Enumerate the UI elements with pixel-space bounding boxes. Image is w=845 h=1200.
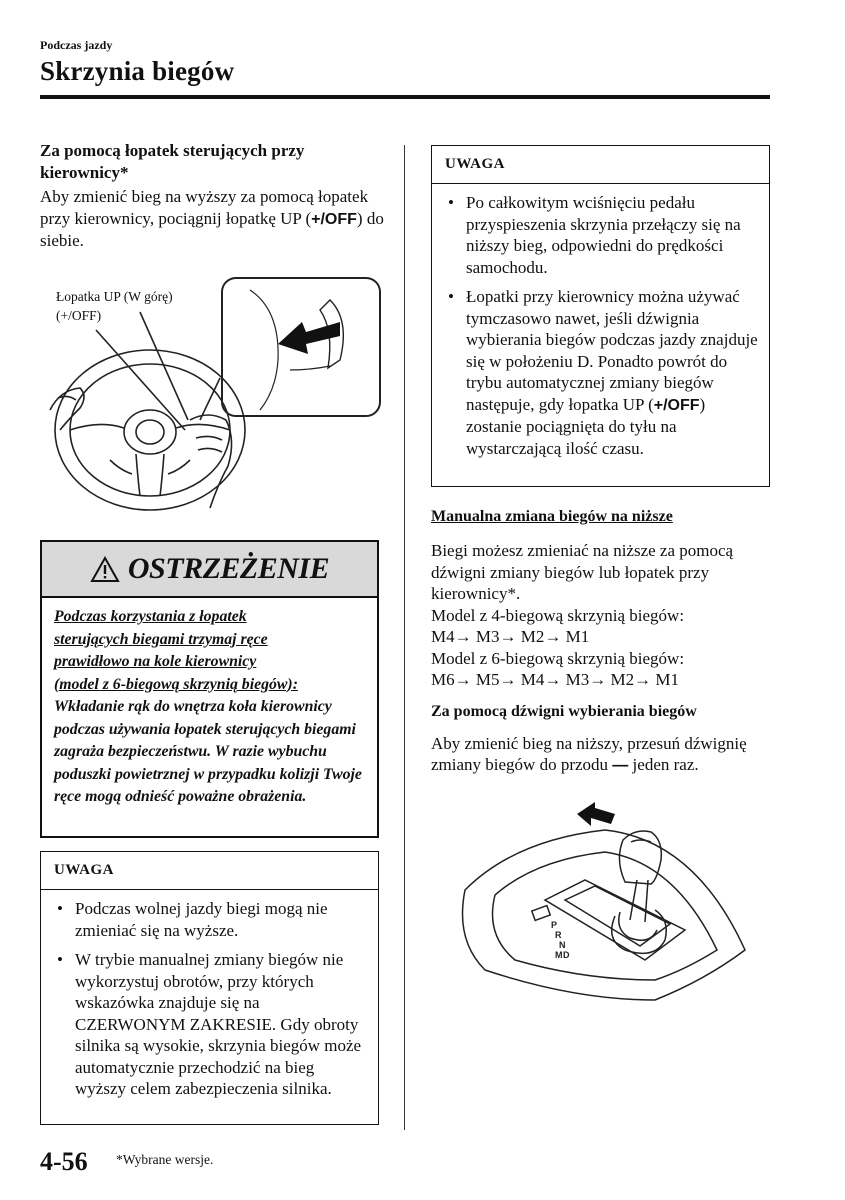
warning-header (42, 542, 377, 598)
left-column (40, 140, 385, 252)
note-box-right (431, 145, 770, 487)
lever-paragraph (431, 733, 771, 777)
pull-arrow-icon (278, 322, 340, 354)
gate-label-m: M (555, 950, 563, 960)
note-list (432, 184, 769, 459)
paddle-heading: Za pomocą łopatek sterujących przy kierownicy* (40, 141, 305, 182)
gate-label-n: N (559, 940, 566, 950)
steering-wheel-illustration (40, 270, 385, 520)
gear-lever-illustration (455, 800, 755, 1010)
note-item-end: ) zostanie pociągnięta do tyłu na wystarczającą ilość czasu. (466, 394, 706, 458)
warning-underlined-line: prawidłowo na kole kierownicy (54, 653, 257, 670)
callout-line: (+/OFF) (56, 308, 102, 323)
model-6-label: Model z 6-biegową skrzynią biegów: (431, 648, 685, 668)
note-item: • Po całkowitym wciśnięciu pedału przyspieszenia skrzynia przełączy się na niższy bieg, odpowiedni do prędkości samochodu. (444, 192, 759, 278)
warning-body (42, 598, 377, 809)
warning-text: Wkładanie rąk do wnętrza koła kierownicy podczas używania łopatek sterujących biegami zagraża bezpieczeństwu. W razie wybuchu poduszki powietrznej w przypadku kolizji Twoje ręce mogą odnieść poważne obrażenia. (54, 698, 362, 805)
gate-label-r: R (555, 930, 562, 940)
forward-arrow-icon (577, 802, 615, 826)
plus-off-badge: +/OFF (653, 396, 700, 414)
paddle-paragraph-end: ) do siebie. (40, 208, 384, 250)
plus-off-badge: +/OFF (311, 210, 357, 228)
note-list (41, 890, 378, 1100)
warning-underlined-line: Podczas korzystania z łopatek (54, 608, 247, 625)
title-rule (40, 95, 770, 99)
note-item (444, 286, 759, 459)
paddle-paragraph (40, 186, 385, 252)
lever-paragraph-text: Aby zmienić bieg na niższy, przesuń dźwignię zmiany biegów do przodu (431, 733, 747, 774)
column-divider (404, 145, 405, 1130)
manual-heading: Manualna zmiana biegów na niższe (431, 508, 673, 525)
manual-section (431, 506, 771, 777)
note-item-text: Łopatki przy kierownicy można używać tymczasowo nawet, jeśli dźwignia wybierania biegów podczas jazdy znajduje się w położeniu D. Ponadto powrót do trybu automatycznej zmiany biegów następuje, gdy łopatka UP ( (466, 287, 758, 414)
note-heading: UWAGA (432, 146, 769, 184)
manual-paragraph: Biegi możesz zmieniać na niższe za pomocą dźwigni zmiany biegów lub łopatek przy kierownicy*. (431, 541, 734, 603)
note-box-left (40, 851, 379, 1125)
gate-label-p: P (551, 920, 558, 930)
warning-underlined-line: (model z 6-biegową skrzynią biegów): (54, 675, 298, 693)
paddle-paragraph-text: Aby zmienić bieg na wyższy za pomocą łopatek przy kierownicy, pociągnij łopatkę UP ( (40, 187, 369, 228)
warning-triangle-icon (90, 556, 120, 583)
section-label: Podczas jazdy (40, 38, 113, 52)
warning-title: OSTRZEŻENIE (127, 552, 330, 585)
footnote: *Wybrane wersje. (116, 1152, 214, 1167)
model-4-label: Model z 4-biegową skrzynią biegów: (431, 605, 685, 625)
note-item: • Podczas wolnej jazdy biegi mogą nie zmieniać się na wyższe. (53, 898, 368, 941)
warning-underlined-line: sterujących biegami trzymaj ręce (54, 630, 268, 648)
note-heading: UWAGA (41, 852, 378, 890)
page-title: Skrzynia biegów (40, 56, 235, 86)
warning-box (40, 540, 379, 838)
callout-line: Łopatka UP (W górę) (56, 289, 173, 304)
note-item: • W trybie manualnej zmiany biegów nie wykorzystuj obrotów, przy których wskazówka znajduje się na CZERWONYM ZAKRESIE. Gdy obroty silnika są wysokie, skrzynia biegów może automatycznie przechodzić na bieg wyższy celem zabezpieczenia silnika. (53, 949, 368, 1100)
model-4-sequence: M4→ M3→ M2→ M1 (431, 627, 590, 646)
lever-paragraph-end: jeden raz. (628, 755, 699, 774)
minus-symbol: — (612, 757, 629, 774)
page-number: 4-56 (40, 1147, 88, 1176)
lever-heading: Za pomocą dźwigni wybierania biegów (431, 702, 697, 720)
model-6-sequence: M6→ M5→ M4→ M3→ M2→ M1 (431, 670, 679, 689)
gate-label-d: D (563, 950, 570, 960)
